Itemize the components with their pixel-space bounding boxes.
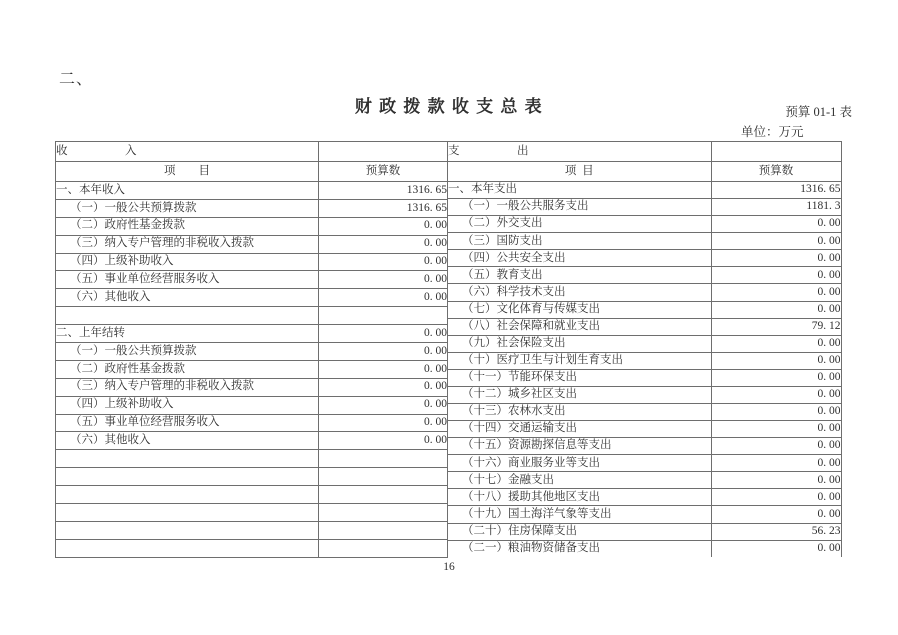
table-row — [448, 369, 841, 386]
table-row — [448, 335, 841, 352]
item-label-cell: （六）其他收入 — [56, 289, 319, 307]
table-row — [448, 284, 841, 301]
item-value-cell: 56. 23 — [711, 523, 841, 540]
item-label-cell: （五）事业单位经营服务收入 — [56, 271, 319, 289]
revenue-item-column-header: 项 目 — [56, 162, 319, 182]
item-value-cell: 0. 00 — [319, 378, 448, 396]
item-label-cell: （一）一般公共服务支出 — [448, 199, 711, 216]
title-row — [0, 92, 898, 117]
item-value-cell: 0. 00 — [711, 284, 841, 301]
item-label-cell: （十七）金融支出 — [448, 472, 711, 489]
item-value-cell — [319, 307, 448, 325]
table-row — [56, 396, 448, 414]
table-row — [448, 472, 841, 489]
item-value-cell: 0. 00 — [711, 335, 841, 352]
item-value-cell: 0. 00 — [711, 386, 841, 403]
table-row — [448, 352, 841, 369]
table-row — [448, 199, 841, 216]
table-row — [448, 233, 841, 250]
item-value-cell: 0. 00 — [319, 253, 448, 271]
page-number: 16 — [443, 561, 455, 573]
expenditure-table — [448, 141, 842, 557]
revenue-group-header-spacer — [319, 142, 448, 162]
item-label-cell: （十二）城乡社区支出 — [448, 386, 711, 403]
item-label-cell: （四）公共安全支出 — [448, 250, 711, 267]
table-row — [448, 216, 841, 233]
table-row — [56, 432, 448, 450]
table-row — [56, 504, 448, 522]
item-value-cell: 0. 00 — [711, 216, 841, 233]
table-row — [56, 414, 448, 432]
table-row — [448, 421, 841, 438]
expenditure-group-header-row — [448, 142, 841, 162]
table-row — [56, 199, 448, 217]
item-value-cell: 0. 00 — [711, 267, 841, 284]
expenditure-group-header: 支 出 — [448, 142, 711, 162]
table-row — [56, 468, 448, 486]
item-label-cell: （四）上级补助收入 — [56, 396, 319, 414]
table-row — [448, 182, 841, 199]
item-value-cell — [319, 450, 448, 468]
table-row — [56, 486, 448, 504]
item-value-cell — [319, 521, 448, 539]
revenue-value-column-header: 预算数 — [319, 162, 448, 182]
revenue-table — [55, 141, 448, 558]
table-row — [56, 253, 448, 271]
item-label-cell: 一、本年收入 — [56, 182, 319, 200]
item-value-cell: 1316. 65 — [319, 182, 448, 200]
item-label-cell — [56, 504, 319, 522]
item-label-cell: （十一）节能环保支出 — [448, 369, 711, 386]
revenue-table-body — [56, 182, 448, 558]
table-row — [56, 307, 448, 325]
item-value-cell — [319, 539, 448, 557]
table-row — [448, 404, 841, 421]
item-value-cell: 0. 00 — [711, 438, 841, 455]
table-row — [448, 540, 841, 557]
item-label-cell: （十）医疗卫生与计划生育支出 — [448, 352, 711, 369]
item-value-cell: 0. 00 — [711, 369, 841, 386]
table-row — [56, 343, 448, 361]
table-row — [56, 521, 448, 539]
item-label-cell — [56, 450, 319, 468]
expenditure-table-body — [448, 182, 841, 558]
item-value-cell: 1181. 3 — [711, 199, 841, 216]
table-row — [56, 539, 448, 557]
item-value-cell: 0. 00 — [319, 360, 448, 378]
item-label-cell: （二）外交支出 — [448, 216, 711, 233]
item-label-cell: （三）纳入专户管理的非税收入拨款 — [56, 378, 319, 396]
table-row — [448, 455, 841, 472]
item-value-cell: 0. 00 — [711, 489, 841, 506]
table-row — [448, 506, 841, 523]
item-label-cell: （二十）住房保障支出 — [448, 523, 711, 540]
item-label-cell: （六）其他收入 — [56, 432, 319, 450]
table-row — [56, 450, 448, 468]
table-row — [56, 182, 448, 200]
table-row — [448, 438, 841, 455]
item-value-cell: 79. 12 — [711, 318, 841, 335]
item-label-cell: （三）国防支出 — [448, 233, 711, 250]
revenue-group-header: 收 入 — [56, 142, 319, 162]
item-label-cell: （三）纳入专户管理的非税收入拨款 — [56, 235, 319, 253]
item-label-cell: （七）文化体育与传媒支出 — [448, 301, 711, 318]
item-label-cell — [56, 539, 319, 557]
item-label-cell: （四）上级补助收入 — [56, 253, 319, 271]
table-row — [448, 523, 841, 540]
item-label-cell — [56, 307, 319, 325]
item-label-cell: （十四）交通运输支出 — [448, 421, 711, 438]
item-value-cell: 0. 00 — [319, 432, 448, 450]
table-row — [448, 318, 841, 335]
table-code-label: 预算 01-1 表 — [785, 105, 852, 119]
table-row — [56, 271, 448, 289]
item-label-cell — [56, 486, 319, 504]
budget-summary-table — [55, 141, 842, 558]
item-value-cell: 0. 00 — [711, 540, 841, 557]
item-label-cell: 一、本年支出 — [448, 182, 711, 199]
item-value-cell: 0. 00 — [319, 343, 448, 361]
expenditure-value-column-header: 预算数 — [711, 162, 841, 182]
table-row — [56, 217, 448, 235]
item-label-cell: （二）政府性基金拨款 — [56, 360, 319, 378]
item-value-cell: 0. 00 — [711, 421, 841, 438]
table-row — [56, 235, 448, 253]
item-value-cell — [319, 504, 448, 522]
item-label-cell: （十九）国土海洋气象等支出 — [448, 506, 711, 523]
item-value-cell: 0. 00 — [711, 506, 841, 523]
table-row — [448, 267, 841, 284]
page-title: 财 政 拨 款 收 支 总 表 — [354, 97, 544, 116]
item-label-cell: （十五）资源勘探信息等支出 — [448, 438, 711, 455]
item-value-cell: 0. 00 — [319, 289, 448, 307]
section-marker: 二、 — [59, 71, 94, 88]
item-label-cell: （二一）粮油物资储备支出 — [448, 540, 711, 557]
table-row — [448, 301, 841, 318]
item-label-cell: （五）事业单位经营服务收入 — [56, 414, 319, 432]
item-label-cell — [56, 521, 319, 539]
table-row — [448, 489, 841, 506]
item-label-cell: （六）科学技术支出 — [448, 284, 711, 301]
item-value-cell — [319, 468, 448, 486]
item-value-cell: 0. 00 — [319, 396, 448, 414]
item-value-cell: 0. 00 — [711, 233, 841, 250]
expenditure-item-column-header: 项 目 — [448, 162, 711, 182]
item-label-cell: （十三）农林水支出 — [448, 404, 711, 421]
item-value-cell: 0. 00 — [319, 217, 448, 235]
item-label-cell: （八）社会保障和就业支出 — [448, 318, 711, 335]
table-row — [56, 378, 448, 396]
item-label-cell: （二）政府性基金拨款 — [56, 217, 319, 235]
expenditure-group-header-spacer — [711, 142, 841, 162]
item-label-cell: （五）教育支出 — [448, 267, 711, 284]
item-value-cell: 0. 00 — [319, 271, 448, 289]
item-value-cell: 1316. 65 — [711, 182, 841, 199]
unit-label: 单位：万元 — [741, 125, 804, 139]
item-label-cell: （一）一般公共预算拨款 — [56, 343, 319, 361]
table-row — [56, 289, 448, 307]
table-row — [448, 386, 841, 403]
item-label-cell: （十六）商业服务业等支出 — [448, 455, 711, 472]
table-row — [56, 360, 448, 378]
item-value-cell: 0. 00 — [711, 472, 841, 489]
item-label-cell: 二、上年结转 — [56, 325, 319, 343]
item-value-cell: 0. 00 — [319, 414, 448, 432]
item-value-cell: 0. 00 — [319, 325, 448, 343]
item-value-cell: 0. 00 — [711, 404, 841, 421]
revenue-group-header-row — [56, 142, 448, 162]
item-label-cell: （九）社会保险支出 — [448, 335, 711, 352]
item-value-cell: 0. 00 — [711, 250, 841, 267]
table-row — [448, 250, 841, 267]
item-label-cell — [56, 468, 319, 486]
item-value-cell — [319, 486, 448, 504]
table-row — [56, 325, 448, 343]
item-value-cell: 0. 00 — [711, 352, 841, 369]
item-label-cell: （一）一般公共预算拨款 — [56, 199, 319, 217]
item-value-cell: 0. 00 — [319, 235, 448, 253]
item-value-cell: 1316. 65 — [319, 199, 448, 217]
item-value-cell: 0. 00 — [711, 301, 841, 318]
revenue-column-header-row — [56, 162, 448, 182]
item-label-cell: （十八）援助其他地区支出 — [448, 489, 711, 506]
item-value-cell: 0. 00 — [711, 455, 841, 472]
expenditure-column-header-row — [448, 162, 841, 182]
